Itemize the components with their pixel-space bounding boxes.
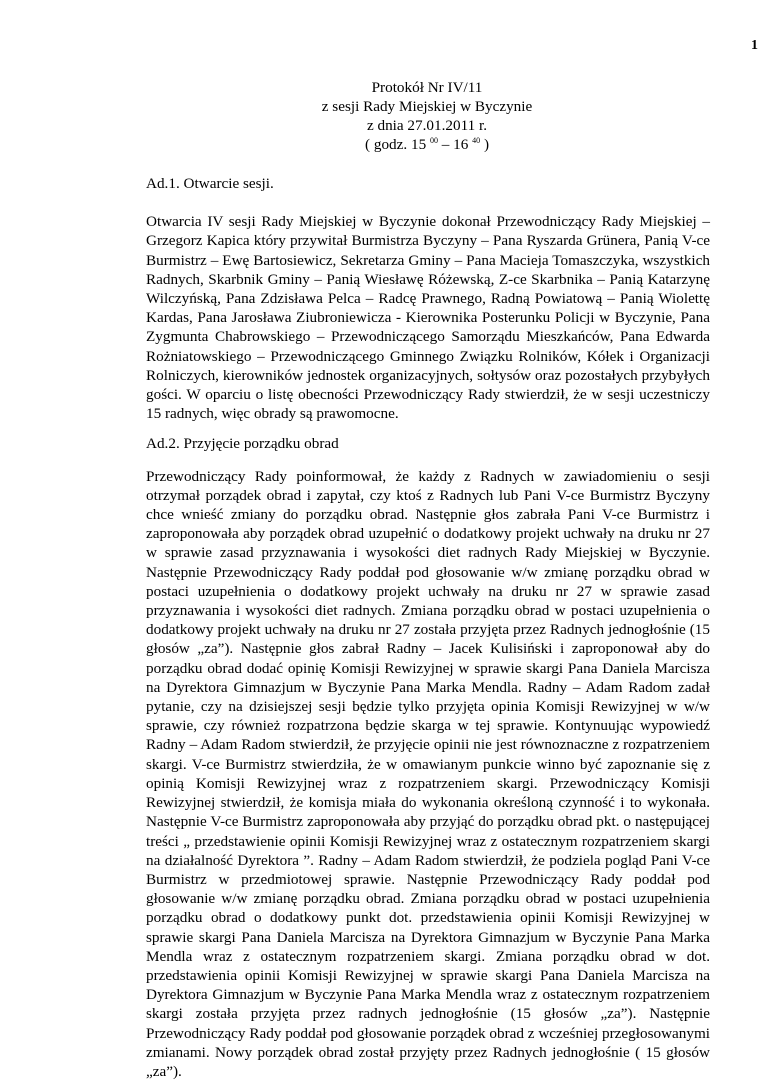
time-dash: – 16 xyxy=(437,136,469,153)
section-title-agenda: Ad.2. Przyjęcie porządku obrad xyxy=(146,435,339,453)
protocol-title: Protokół Nr IV/11 xyxy=(371,79,483,96)
protocol-date: z dnia 27.01.2011 r. xyxy=(366,117,488,134)
protocol-body xyxy=(146,174,710,1081)
time-close: ) xyxy=(480,136,489,153)
protocol-time xyxy=(0,135,768,154)
protocol-subtitle: z sesji Rady Miejskiej w Byczynie xyxy=(321,98,533,115)
section-title-opening: Ad.1. Otwarcie sesji. xyxy=(146,175,274,192)
page-number: 1 xyxy=(751,38,758,53)
time-open: ( godz. 15 xyxy=(365,136,427,153)
section-text-agenda: Przewodniczący Rady poinformował, że każdy z Radnych w zawiadomieniu o sesji otrzymał porządek obrad i zapytał, czy ktoś z Radnych lub Pani V-ce Burmistrz Byczyny chce wnieść zmiany do porządku obrad. Następnie głos zabrała Pani V-ce Burmistrz i zaproponowała aby porządek obrad uzupełnić o dodatkowy projekt uchwały na druku nr 27 w sprawie zasad przyznawania i wysokości diet radnych Rady Miejskiej w Byczynie. Następnie Przewodniczący Rady poddał pod głosowanie w/w zmianę porządku obrad w postaci uzupełnienia o dodatkowy projekt uchwały na druku nr 27 w sprawie zasad przyznawania i wysokości diet radnych. Zmiana porządku obrad w postaci uzupełnienia o dodatkowy projekt uchwały na druku nr 27 została przyjęta przez Radnych jednogłośnie (15 głosów „za”). Następnie głos zabrał Radny – Jacek Kulisiński i zaproponował aby do porządku obrad dodać opinię Komisji Rewizyjnej w sprawie skargi Pana Daniela Marcisza na Dyrektora Gimnazjum w Byczynie Pana Marka Mendla. Radny – Adam Radom zadał pytanie, czy na dzisiejszej sesji będzie tylko przyjęta opinia Komisji Rewizyjnej w w/w sprawie, czy również rozpatrzona będzie skarga w tej sprawie. Kontynuując wypowiedź Radny – Adam Radom stwierdził, że przyjęcie opinii nie jest równoznaczne z rozpatrzeniem skargi. V-ce Burmistrz stwierdziła, że w omawianym punkcie winno być zapoznanie się z opinią Komisji Rewizyjnej wraz z rozpatrzeniem skargi. Przewodniczący Komisji Rewizyjnej stwierdził, że komisja miała do wykonania określoną czynność i to wykonała. Następnie V-ce Burmistrz zaproponowała aby przyjąć do porządku obrad pkt. o następującej treści „ przedstawienie opinii Komisji Rewizyjnej wraz z ostatecznym rozpatrzeniem skargi na działalność Dyrektora ”. Radny – Adam Radom stwierdził, że podziela pogląd Pani V-ce Burmistrz w przedmiotowej sprawie. Następnie Przewodniczący Rady poddał pod głosowanie w/w zmianę porządku obrad. Zmiana porządku obrad w postaci uzupełnienia porządku obrad o dodatkowy punkt dot. przedstawienia opinii Komisji Rewizyjnej w sprawie skargi Pana Daniela Marcisza na Dyrektora Gimnazjum w Byczynie Pana Marka Mendla wraz z ostatecznym rozpatrzeniem skargi. Zmiana porządku obrad w dot. przedstawienia opinii Komisji Rewizyjnej w sprawie skargi Pana Daniela Marcisza na Dyrektora Gimnazjum w Byczynie Pana Marka Mendla wraz z ostatecznym rozpatrzeniem skargi została przyjęta przez radnych jednogłośnie (15 głosów „za”). Następnie Przewodniczący Rady poddał pod głosowanie porządek obrad z wcześniej przegłosowanymi zmianami. Nowy porządek obrad został przyjęty przez Radnych jednogłośnie ( 15 głosów „za”). xyxy=(146,467,710,1080)
time-start-minutes: 00 xyxy=(429,135,438,145)
protocol-header xyxy=(0,78,768,154)
section-text-opening: Otwarcia IV sesji Rady Miejskiej w Byczynie dokonał Przewodniczący Rady Miejskiej – Grzegorz Kapica który przywitał Burmistrza Byczyny – Pana Ryszarda Grünera, Panią V-ce Burmistrz – Ewę Bartosiewicz, Sekretarza Gminy – Pana Macieja Tomaszczyka, wszystkich Radnych, Skarbnik Gminy – Panią Wiesławę Różewską, Z-ce Skarbnika – Panią Katarzynę Wilczyńską, Pana Zdzisława Pelca – Radcę Prawnego, Radną Powiatową – Panią Wiolettę Kardas, Pana Jarosława Ziubroniewicza - Kierownika Posterunku Policji w Byczynie, Pana Zygmunta Chabrowskiego – Przewodniczącego Samorządu Mieszkańców, Pana Edwarda Rożniatowskiego – Przewodniczącego Gminnego Związku Rolników, Kółek i Organizacji Rolniczych, kierowników jednostek organizacyjnych, sołtysów oraz pozostałych przybyłych gości. W oparciu o listę obecności Przewodniczący Rady stwierdził, że w sesji uczestniczy 15 radnych, więc obrady są prawomocne. xyxy=(146,213,710,423)
time-end-minutes: 40 xyxy=(472,135,481,145)
